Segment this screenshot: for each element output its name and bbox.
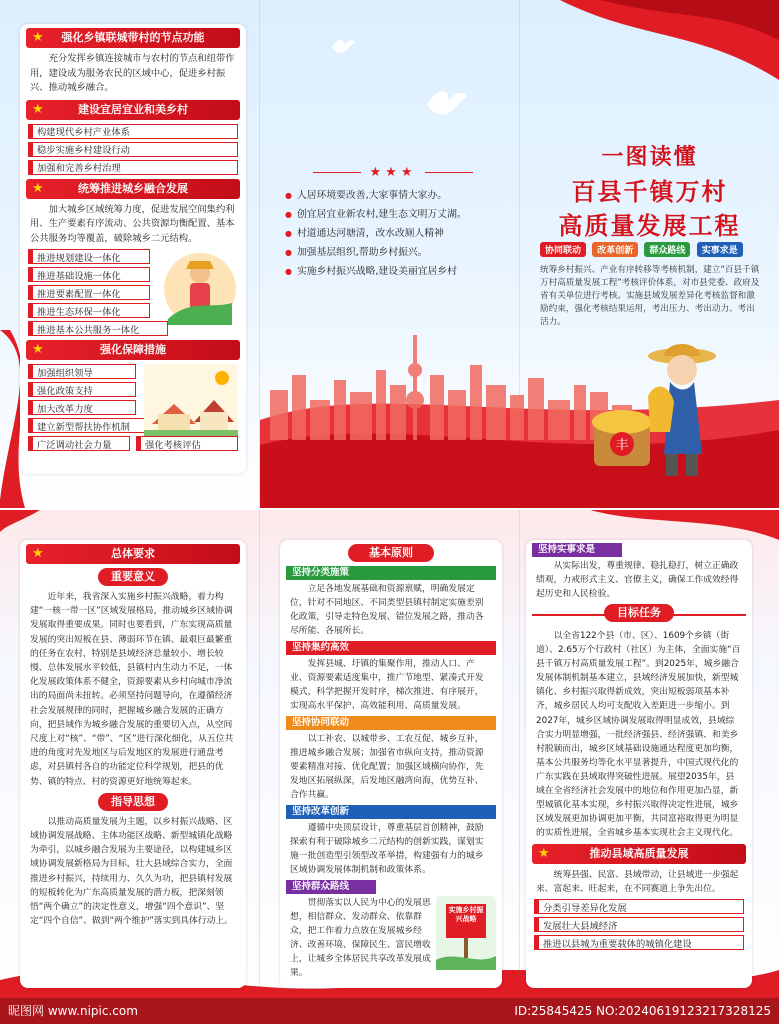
cover-title-line1: 一图读懂 [601,145,698,170]
tag-badge: 改革创新 [592,242,638,257]
village-illustration [144,364,238,436]
section-text: 以全省122个县（市、区）、1609个乡镇（街道）、2.65万个行政村（社区）为主体，全面实施“百县千镇万村高质量发展工程”。到2025年，城乡融合发展体制机制基本建立，县域经济发展加快，新型城镇化、乡村振兴取得新成效，突出短板弱项基本补齐，城乡居民人均可支配收入差距进一步缩小。到2027年，城乡区域协调发展取得明显成效，县域综合实力明显增强，一批经济强县、经济强镇、和美乡村脱颖而出，城乡区域基础设施通达程度更加均衡，基本公共服务均等化水平显著提升，中国式现代化的广东实践在县域取得突破性进展。展望2035年，县域在全省经济社会发展中的地位和作用更加凸显，新型城镇化基本实现，乡村振兴取得决定性进展，城乡区域发展更加协调更加平衡，共同富裕取得更为明显的实质性进展，全省城乡基本实现社会主义现代化。 [536,631,741,839]
list-item: 推进规划建设一体化 [28,249,150,264]
subsection-header [532,604,746,626]
slogan-item: ● 村道通达河塘清，改水改厕人精神 [283,224,503,243]
list-item: 构建现代乡村产业体系 [28,124,238,139]
section-title: ★ 建设宜居宜业和美乡村 [26,100,240,120]
sign-text: 实施乡村振兴战略 [448,906,484,923]
list-item: 广泛调动社会力量 [28,436,130,451]
section-text: 近年来，我省深入实施乡村振兴战略，着力构建“一核一带一区”区域发展格局，推动城乡区域协调发展取得重要成果。同时也要看到，广东实现高质量发展的突出短板在县、薄弱环节在镇、最艰巨最繁重的任务在农村，特别是县域经济总量较小、增长较慢、总体发展水平较低，县镇村内生动力不足，一体化发展政策体系不健全，资源要素从乡村向城市净流出的局面尚未扭转。必须坚持问题导向，在遵循经济社会发展规律的同时，把握城乡融合发展的正确方向，把县域作为城乡融合发展的重要切入点，从空间尺度上对“核”、“带”、“区”进行深化细化，从五位共进的角度对先发地区与后发地区的发展进行通盘考虑，对县镇村各自的功能定位科学规划，把县的优势、镇的特点、村的资源更好地统筹起来。 [30,592,234,787]
slogan-item: ● 人居环境要改善,大家事情大家办。 [283,186,503,205]
principle-text: 贯彻落实以人民为中心的发展思想，相信群众、发动群众、依靠群众，把工作着力点放在发展城乡经济、改善环境、保障民生、富民增收上，让城乡全体居民共享改革发展成果。 [290,898,431,978]
farmer-with-wheat-illustration [590,336,730,486]
tag-badge: 协同联动 [540,242,586,257]
principle-heading: 坚持改革创新 [286,805,496,819]
list-item: 强化考核评估 [136,436,238,451]
section-title: ★ 强化乡镇联城带村的节点功能 [26,28,240,48]
list-item: 强化政策支持 [28,382,136,397]
principle-text: 从实际出发，尊重规律、稳扎稳打，树立正确政绩观，力戒形式主义、官僚主义，确保工作成效经得起历史和人民检验。 [536,561,739,599]
bottom-middle-panel [280,540,502,988]
tag-badge: 实事求是 [697,242,743,257]
section-title: ★ 总体要求 [26,544,240,564]
principle-text: 以工补农、以城带乡、工农互促、城乡互补，推进城乡融合发展；加强省市纵向支持，推动资源要素精准对接、优化配置；加强区域横向协作，先发地区拓展纵深，后发地区融湾向海，优势互补、合作共赢。 [290,734,484,800]
section-title: ★ 强化保障措施 [26,340,240,360]
principle-heading: 坚持群众路线 [286,880,376,894]
item-pair [28,436,238,451]
section-text: 统筹县强、民富、县域带动，让县域进一步强起来、富起来、旺起来，在不同赛道上争先出位。 [536,870,739,895]
star-icon: ★ [32,101,44,117]
watermark-bar [0,998,779,1024]
list-item: 发展壮大县域经济 [534,917,744,932]
star-icon: ★ [538,846,550,862]
list-item: 加强和完善乡村治理 [28,160,238,175]
section-text: 加大城乡区域统筹力度，促进发展空间集约利用、生产要素有序流动、公共资源均衡配置、基本公共服务均等覆盖，破除城乡二元结构。 [30,203,235,244]
watermark-left: 昵图网 www.nipic.com [8,1004,138,1018]
subsection-title: 重要意义 [98,568,168,586]
principle-heading: 坚持集约高效 [286,641,496,655]
section-text: 以推动高质量发展为主题，以乡村振兴战略、区域协调发展战略、主体功能区战略、新型城镇化战略为牵引，以城乡融合发展为主要途径，以构建城乡区域协调发展新格局为目标，壮大县域综合实力，全面推进乡村振兴，持续用力、久久为功，把县镇村发展的短板转化为广东高质量发展的潜力板，把深刻领悟“两个确立”的决定性意义，增强“四个意识”、坚定“四个自信”、做到“两个维护”落实到具体行动上。 [30,816,233,927]
cover-title-line3: 高质量发展工程 [558,212,741,240]
star-icon: ★ [32,342,44,357]
list-item: 推进基本公共服务一体化 [28,321,168,336]
star-icon: ★ [32,180,44,196]
principle-text: 发挥县城、圩镇的集聚作用，推动人口、产业、资源要素适度集中，推广节地型、紧凑式开发模式，科学把握开发时序，梯次推进、有序展开，实现高水平保护、高效能利用、高质量发展。 [290,659,484,711]
dove-icon [425,85,469,119]
slogan-item: ● 实施乡村振兴战略,建设美丽宜居乡村 [283,262,503,281]
dove-icon [330,35,356,55]
item-group [20,249,246,336]
list-item: 推进生态环保一体化 [28,303,150,318]
farmer-illustration [160,249,240,329]
item-group [20,364,246,433]
list-item: 稳步实施乡村建设行动 [28,142,238,157]
principle-heading: 坚持实事求是 [532,543,622,557]
subsection-title: 目标任务 [604,604,674,622]
badge-char: 丰 [615,438,629,453]
cover-intro: 统筹乡村振兴、产业有序转移等考核机制，建立“百县千镇万村高质量发展工程”考核评价体系，对市县党委、政府及省有关单位进行考核。实施县域发展差异化考核监督和激励约束，强化考核结果运用，考出压力、考出动力、考出活力。 [540,265,760,327]
top-left-panel [20,24,246,474]
principle-block [280,896,502,980]
list-item: 推进要素配置一体化 [28,285,150,300]
cover-title-line2: 百县千镇万村 [571,178,728,206]
tag-badge: 群众路线 [644,242,690,257]
principle-heading: 坚持分类施策 [286,566,496,580]
slogan-item: ● 创宜居宜业新农村,建生态文明万丈湖。 [283,205,503,224]
watermark-right: ID:25845425 NO:20240619123217328125 [514,1004,771,1018]
section-title: ★ 统筹推进城乡融合发展 [26,179,240,199]
principle-text: 遵循中央顶层设计，尊重基层首创精神，鼓励探索有利于破除城乡二元结构的创新实践，谋划实施一批创造型引领型改革举措，构建强有力的城乡区域协调发展体制机制和政策体系。 [290,823,484,875]
stars-decoration [283,165,503,180]
list-item: 推进基础设施一体化 [28,267,150,282]
brochure-inside [0,510,779,1024]
star-icon: ★ [32,30,44,45]
bottom-left-panel [20,540,246,988]
list-item: 推进以县城为重要载体的城镇化建设 [534,935,744,950]
list-item: 加强组织领导 [28,364,136,379]
top-middle-panel [283,165,503,281]
cover-tags [540,242,770,257]
subsection-title: 指导思想 [98,793,168,811]
star-icon: ★★★ [369,165,417,180]
section-title: ★ 推动县域高质量发展 [532,844,746,864]
principle-text: 立足各地发展基础和资源禀赋，明确发展定位，针对不同地区、不同类型县镇村制定实施差别化政策，引导走特色发展、错位发展之路，推动各尽所能、各展所长。 [290,584,484,636]
star-icon: ★ [32,546,44,561]
brochure-outside [0,0,779,508]
slogan-item: ● 加强基层组织,帮助乡村振兴。 [283,243,503,262]
principle-heading: 坚持协同联动 [286,716,496,730]
section-text: 充分发挥乡镇连接城市与农村的节点和纽带作用，建设成为服务农民的区域中心，促进乡村振兴、推动城乡融合。 [30,53,235,93]
list-item: 加大改革力度 [28,400,136,415]
list-item: 分类引导差异化发展 [534,899,744,914]
section-title: 基本原则 [348,544,434,562]
list-item: 建立新型帮扶协作机制 [28,418,148,433]
bottom-right-panel [526,540,752,988]
